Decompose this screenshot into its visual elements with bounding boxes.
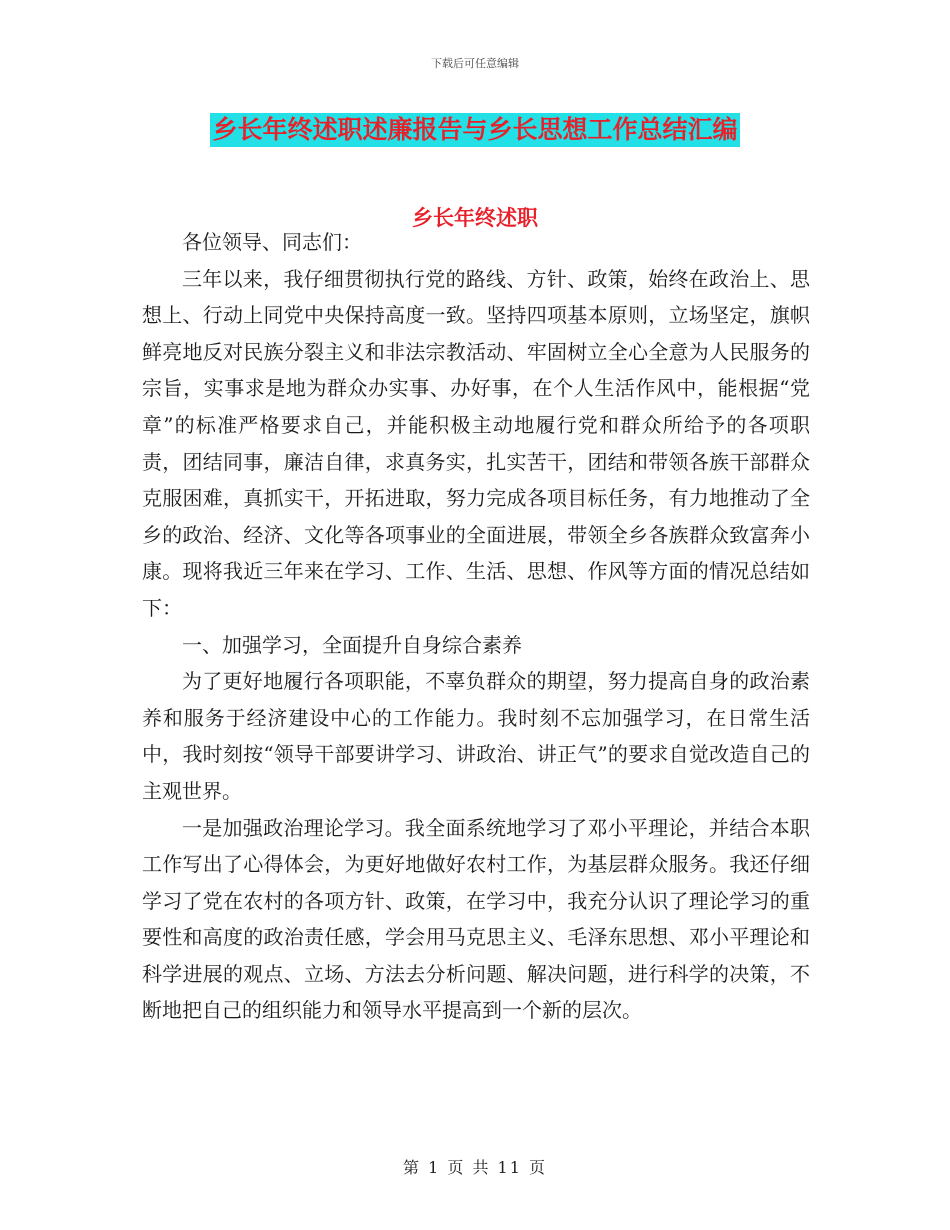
main-title-container (0, 113, 950, 147)
section-title: 乡长年终述职 (412, 206, 538, 230)
paragraph: 一是加强政治理论学习。我全面系统地学习了邓小平理论，并结合本职工作写出了心得体会，为更好地做好农村工作，为基层群众服务。我还仔细学习了党在农村的各项方针、政策，在学习中，我充分认识了理论学习的重要性和高度的政治责任感，学会用马克思主义、毛泽东思想、邓小平理论和科学进展的观点、立场、方法去分析问题、解决问题，进行科学的决策，不断地把自己的组织能力和领导水平提高到一个新的层次。 (142, 815, 810, 1023)
paragraph: 三年以来，我仔细贯彻执行党的路线、方针、政策，始终在政治上、思想上、行动上同党中央保持高度一致。坚持四项基本原则，立场坚定，旗帜鲜亮地反对民族分裂主义和非法宗教活动、牢固树立全心全意为人民服务的宗旨，实事求是地为群众办实事、办好事，在个人生活作风中，能根据“党章”的标准严格要求自己，并能积极主动地履行党和群众所给予的各项职责，团结同事，廉洁自律，求真务实，扎实苦干，团结和带领各族干部群众克服困难，真抓实干，开拓进取，努力完成各项目标任务，有力地推动了全乡的政治、经济、文化等各项事业的全面进展，带领全乡各族群众致富奔小康。现将我近三年来在学习、工作、生活、思想、作风等方面的情况总结如下： (142, 266, 810, 620)
section-heading: 一、加强学习，全面提升自身综合素养 (182, 632, 522, 657)
header-note: 下载后可任意编辑 (431, 57, 519, 70)
paragraph: 为了更好地履行各项职能，不辜负群众的期望，努力提高自身的政治素养和服务于经济建设中心的工作能力。我时刻不忘加强学习，在日常生活中，我时刻按“领导干部要讲学习、讲政治、讲正气”的要求自觉改造自己的主观世界。 (142, 669, 810, 803)
salutation: 各位领导、同志们： (182, 230, 362, 254)
document-body (142, 224, 810, 1029)
main-title: 乡长年终述职述廉报告与乡长思想工作总结汇编 (210, 113, 739, 147)
page-footer: 第 1 页 共 11 页 (403, 1158, 547, 1177)
